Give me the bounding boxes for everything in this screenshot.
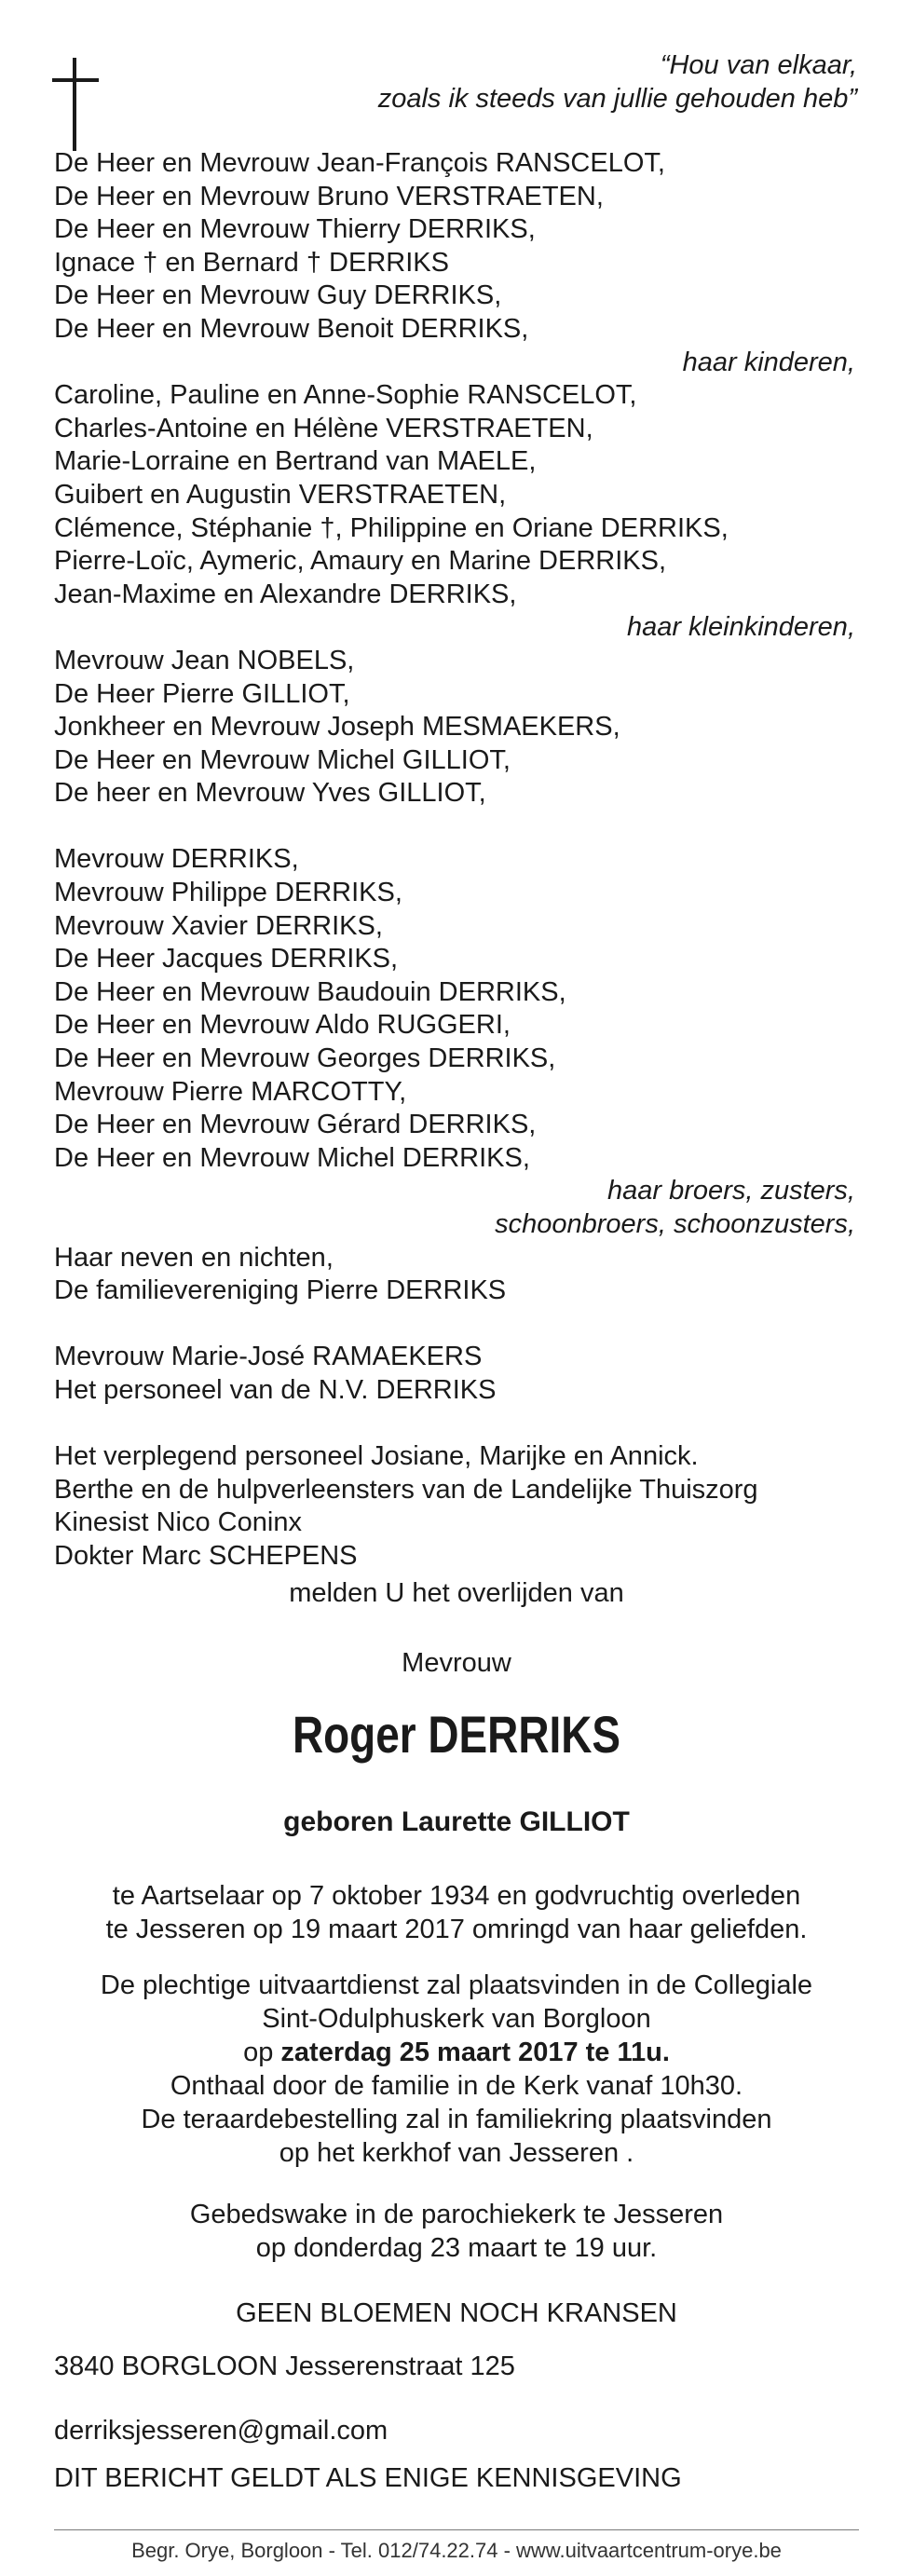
quote-line-1: “Hou van elkaar, — [660, 50, 857, 80]
birth-name: geboren Laurette GILLIOT — [283, 1806, 630, 1837]
children-list — [54, 147, 855, 1574]
announcement: melden U het overlijden van — [289, 1578, 624, 1608]
relation-label: haar kinderen, — [682, 347, 855, 377]
list-item: Berthe en de hulpverleensters van de Landelijke Thuiszorg — [54, 1474, 758, 1505]
list-item: Mevrouw DERRIKS, — [54, 844, 299, 875]
deceased-name-wrap — [0, 1705, 913, 1765]
list-item: Guibert en Augustin VERSTRAETEN, — [54, 479, 507, 510]
list-item: Clémence, Stéphanie †, Philippine en Oriane DERRIKS, — [54, 512, 729, 543]
service-line-1: De plechtige uitvaartdienst zal plaatsvinden in de Collegiale — [100, 1970, 813, 2000]
list-item: Jean-Maxime en Alexandre DERRIKS, — [54, 579, 517, 609]
notice: DIT BERICHT GELDT ALS ENIGE KENNISGEVING — [54, 2463, 682, 2493]
list-item: Marie-Lorraine en Bertrand van MAELE, — [54, 446, 537, 477]
list-item: De Heer en Mevrouw Thierry DERRIKS, — [54, 214, 536, 245]
service-date — [0, 2036, 913, 2069]
list-item: De Heer en Mevrouw Guy DERRIKS, — [54, 280, 502, 311]
salutation: Mevrouw — [402, 1648, 511, 1678]
service-line-4: Onthaal door de familie in de Kerk vanaf 10h30. — [170, 2071, 743, 2101]
list-item: Mevrouw Philippe DERRIKS, — [54, 878, 402, 908]
list-item: De Heer en Mevrouw Jean-François RANSCELOT, — [54, 148, 665, 178]
list-item: Caroline, Pauline en Anne-Sophie RANSCELOT, — [54, 380, 637, 411]
list-item: De Heer en Mevrouw Benoit DERRIKS, — [54, 313, 529, 344]
quote — [378, 48, 857, 116]
list-item: De Heer en Mevrouw Aldo RUGGERI, — [54, 1010, 511, 1041]
list-item: Mevrouw Pierre MARCOTTY, — [54, 1076, 407, 1107]
list-item: De Heer en Mevrouw Baudouin DERRIKS, — [54, 976, 566, 1007]
no-flowers: GEEN BLOEMEN NOCH KRANSEN — [236, 2298, 677, 2328]
list-item: De Heer en Mevrouw Gérard DERRIKS, — [54, 1110, 537, 1140]
spacer — [54, 1408, 855, 1441]
address: 3840 BORGLOON Jesserenstraat 125 — [54, 2351, 515, 2381]
list-item: De familievereniging Pierre DERRIKS — [54, 1275, 507, 1306]
list-item: De Heer en Mevrouw Bruno VERSTRAETEN, — [54, 181, 604, 211]
birth-death-line-1: te Aartselaar op 7 oktober 1934 en godvruchtig overleden — [112, 1881, 801, 1911]
service-line-5: De teraardebestelling zal in familiekring plaatsvinden — [141, 2105, 772, 2134]
list-item: Jonkheer en Mevrouw Joseph MESMAEKERS, — [54, 712, 620, 743]
list-item: Charles-Antoine en Hélène VERSTRAETEN, — [54, 413, 593, 443]
spacer — [54, 811, 855, 844]
list-item: Ignace † en Bernard † DERRIKS — [54, 247, 449, 278]
relation-label: schoonbroers, schoonzusters, — [495, 1209, 855, 1239]
list-item: De Heer en Mevrouw Georges DERRIKS, — [54, 1043, 556, 1074]
list-item: De Heer en Mevrouw Michel DERRIKS, — [54, 1142, 530, 1173]
list-item: Het personeel van de N.V. DERRIKS — [54, 1374, 497, 1405]
cross-icon — [52, 58, 99, 151]
wake-line-1: Gebedswake in de parochiekerk te Jesseren — [189, 2200, 724, 2229]
list-item: Het verplegend personeel Josiane, Marijke en Annick. — [54, 1441, 699, 1472]
list-item: Mevrouw Xavier DERRIKS, — [54, 910, 383, 941]
list-item: De Heer Pierre GILLIOT, — [54, 678, 350, 709]
list-item: Mevrouw Jean NOBELS, — [54, 645, 355, 675]
list-item: Kinesist Nico Coninx — [54, 1507, 302, 1538]
relation-label: haar broers, zusters, — [607, 1176, 855, 1206]
wake-line-2: op donderdag 23 maart te 19 uur. — [255, 2233, 658, 2263]
service-date-prefix: op — [243, 2038, 281, 2067]
email: derriksjesseren@gmail.com — [54, 2416, 388, 2446]
list-item: De heer en Mevrouw Yves GILLIOT, — [54, 778, 486, 809]
birth-death-line-2: te Jesseren op 19 maart 2017 omringd van haar geliefden. — [105, 1915, 808, 1944]
deceased-name: Roger DERRIKS — [292, 1705, 621, 1764]
service-line-2: Sint-Odulphuskerk van Borgloon — [262, 2004, 651, 2034]
quote-line-2: zoals ik steeds van jullie gehouden heb” — [377, 84, 857, 114]
footer-divider — [54, 2529, 859, 2530]
service-line-6: op het kerkhof van Jesseren . — [279, 2138, 634, 2168]
list-item: Haar neven en nichten, — [54, 1242, 334, 1273]
list-item: De Heer Jacques DERRIKS, — [54, 944, 399, 975]
list-item: Dokter Marc SCHEPENS — [54, 1540, 358, 1571]
relation-label: haar kleinkinderen, — [626, 612, 855, 643]
list-item: Mevrouw Marie-José RAMAEKERS — [54, 1342, 483, 1372]
service-date-bold: zaterdag 25 maart 2017 te 11u. — [280, 2038, 670, 2067]
spacer — [54, 1308, 855, 1342]
list-item: Pierre-Loïc, Aymeric, Amaury en Marine DERRIKS, — [54, 546, 667, 577]
list-item: De Heer en Mevrouw Michel GILLIOT, — [54, 744, 511, 775]
footer: Begr. Orye, Borgloon - Tel. 012/74.22.74 - www.uitvaartcentrum-orye.be — [131, 2539, 782, 2562]
